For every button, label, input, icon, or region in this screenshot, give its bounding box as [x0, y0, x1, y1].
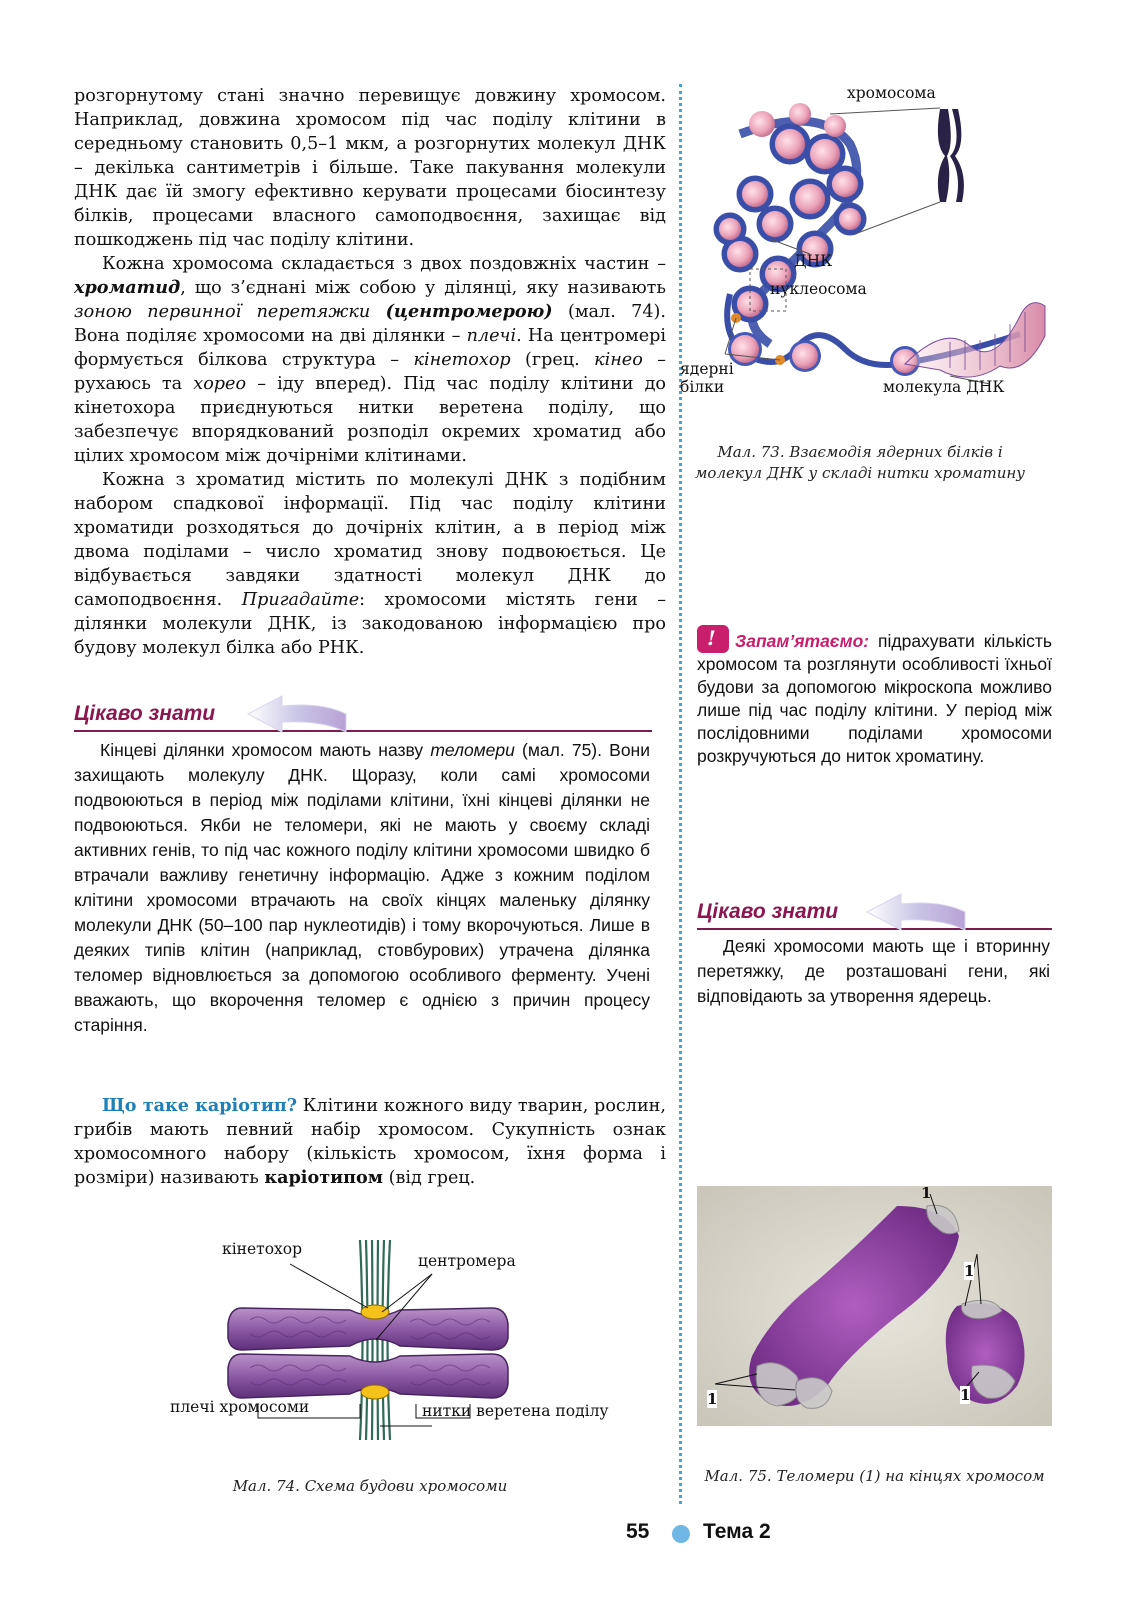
term-arms: плечі	[466, 326, 517, 346]
term-telomeres: теломери	[430, 740, 515, 760]
arrow-left-icon	[861, 890, 971, 934]
nucleosome-coil	[716, 103, 864, 344]
interesting-title-2: Цікаво знати	[697, 900, 839, 923]
kinetochore-upper	[361, 1305, 389, 1319]
chromosome-thumbnail	[938, 109, 964, 202]
paragraph-1: розгорнутому стані значно перевищує довжину хромосом. Наприклад, довжина хромосом під час поділу клітини в середньому становить 0,5–1 мкм, а розгорнутих молекул ДНК – декілька сантиметрів і більше. Таке пакування молекули ДНК дає їй змогу ефективно керувати процесами біосинтезу білків, процесами власного самоподвоєння, захищає від пошкоджень під час поділу клітини.	[74, 86, 666, 250]
telomere-marker-bottom: 1	[960, 1386, 971, 1404]
figure-73-caption: Мал. 73. Взаємодія ядерних білків і молекул ДНК у складі нитки хроматину	[695, 443, 1026, 482]
karyotype-question: Що таке каріотип?	[102, 1095, 298, 1116]
chromatin-diagram	[700, 84, 1050, 414]
label-spindle-fibers: нитки веретена поділу	[422, 1402, 609, 1420]
arrow-left-icon	[242, 692, 352, 736]
label-nuclear-proteins: ядерні білки	[680, 360, 734, 396]
term-choreo: хорео	[193, 374, 247, 394]
interesting-heading-1	[74, 690, 652, 732]
label-kinetochore: кінетохор	[222, 1240, 303, 1258]
telomere-photo	[697, 1186, 1052, 1426]
term-chromatid: хроматид	[74, 277, 181, 298]
term-kinetochore: кінетохор	[413, 350, 511, 370]
telomere-marker-right: 1	[964, 1262, 975, 1280]
label-centromere: центромера	[418, 1252, 516, 1270]
interesting-text-1: Кінцеві ділянки хромосом мають назву теломери (мал. 75). Вони захищають молекулу ДНК. Щоразу, коли самі хромосоми подвоюються в період між поділами клітини, їхні кінцеві ділянки не подвоюються. Якби не теломери, які не мають у своєму складі активних генів, то під час кожного поділу клітини хромосоми швидко б втрачали важливу генетичну інформацію. Адже з кожним поділом клітини хромосоми втрачають на своїх кінцях маленьку ділянку молекули ДНК (50–100 пар нуклеотидів) і тому вкорочуються. Лише в деяких типів клітин (наприклад, стовбурових) утрачена ділянка теломер відновлюється за допомогою особливого ферменту. Учені вважають, що вкорочення теломер є однією з причин процесу старіння.	[74, 740, 650, 1035]
paragraph-2: Кожна хромосома складається з двох поздовжніх частин – хроматид, що з’єднані між собою у ділянці, яку називають зоною первинної перетяжки (центромерою) (мал. 74). Вона поділяє хромосоми на дві ділянки – плечі. На центромері формується білкова структура – кінетохор (грец. кінео – рухаюсь та хорео – іду вперед). Під час поділу клітини до кінетохора приєднуються нитки веретена поділу, що забезпечує впорядкований розподіл окремих хроматид або цілих хромосом між дочірніми клітинами.	[74, 254, 667, 466]
term-kineo: кінео	[594, 350, 643, 370]
remember-icon: !	[697, 625, 729, 653]
main-text	[74, 84, 666, 660]
label-nucleosome: нуклеосома	[770, 280, 867, 298]
page-number: 55	[626, 1520, 650, 1543]
bullet-icon	[672, 1525, 690, 1543]
figure-75	[697, 1186, 1052, 1426]
label-chromosome: хромосома	[847, 84, 936, 102]
karyotype-text: Що таке каріотип? Клітини кожного виду тварин, рослин, грибів мають певний набір хромосом. Сукупність ознак хромосомного набору (кількість хромосом, їхня форма і розміри) називають каріотипом (від грец.	[74, 1095, 666, 1188]
remember-heading: Запам’ятаємо:	[735, 631, 870, 651]
page-footer	[0, 1520, 1133, 1550]
label-chromosome-arms: плечі хромосоми	[170, 1398, 310, 1416]
kinetochore-lower	[361, 1385, 389, 1399]
interesting-title-1: Цікаво знати	[74, 702, 216, 725]
telomere-marker-left: 1	[707, 1390, 718, 1408]
remember-block	[697, 625, 1052, 768]
topic-label: Тема 2	[703, 1520, 771, 1543]
interesting-heading-2	[697, 888, 1052, 930]
figure-74	[170, 1240, 640, 1470]
figure-73	[680, 84, 1050, 414]
paragraph-3: Кожна з хроматид містить по молекулі ДНК з подібним набором спадкової інформації. Під час поділу клітини хроматиди розходяться до дочірніх клітин, а в період між двома поділами – число хроматид знову подвоюється. Це відбувається завдяки здатності молекул ДНК до самоподвоєння. Пригадайте: хромосоми містять гени – ділянки молекули ДНК, із закодованою інформацією про будову молекул білка або РНК.	[74, 470, 666, 658]
dna-helix	[905, 303, 1045, 377]
term-centromere: (центромерою)	[385, 301, 553, 322]
remember-text: підрахувати кількість хромосом та розглянути особливості їхньої будови за допомогою мікроскопа можливо лише під час поділу клітини. У період між послідовними поділами хромосоми розкручуються до ниток хроматину.	[697, 631, 1052, 766]
term-primary-constriction: зоною первинної перетяжки	[74, 302, 371, 322]
interesting-text-2: Деякі хромосоми мають ще і вторинну перетяжку, де розташовані гени, які відповідають за утворення ядерець.	[697, 936, 1050, 1006]
figure-74-caption: Мал. 74. Схема будови хромосоми	[232, 1477, 508, 1495]
term-karyotype: каріотипом	[264, 1167, 384, 1188]
telomere-marker-top: 1	[921, 1186, 932, 1202]
label-dna: ДНК	[794, 252, 833, 270]
label-dna-molecule: молекула ДНК	[883, 378, 1005, 396]
figure-75-caption: Мал. 75. Теломери (1) на кінцях хромосом	[704, 1467, 1045, 1485]
term-recall: Пригадайте	[241, 590, 360, 610]
column-divider	[679, 84, 682, 1504]
